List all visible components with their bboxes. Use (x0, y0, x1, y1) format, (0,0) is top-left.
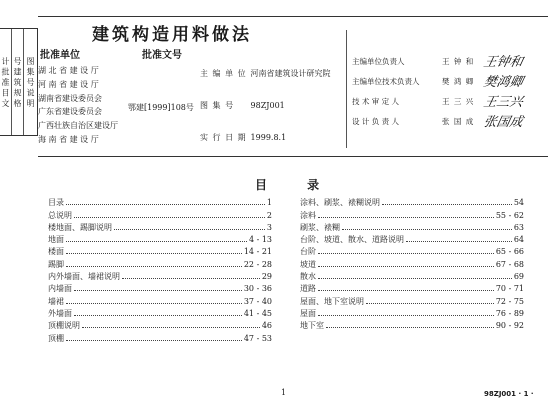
toc-entry-title: 踢脚 (48, 259, 64, 269)
toc-leader-dots (318, 217, 494, 218)
toc-entry[interactable] (48, 221, 272, 233)
toc-entry-page: 37 - 40 (243, 296, 272, 306)
toc-entry-page: 1 (266, 198, 272, 208)
toc-entry-title: 屋面 (300, 308, 316, 318)
toc-entry[interactable] (300, 319, 524, 331)
toc-entry-title: 目录 (48, 198, 64, 208)
approval-unit: 广东省建设委员会 (38, 107, 102, 117)
toc-entry-page: 72 - 75 (495, 296, 524, 306)
approval-unit: 河 南 省 建 设 厅 (38, 79, 99, 89)
toc-entry-title: 散水 (300, 272, 316, 282)
toc-entry[interactable] (300, 257, 524, 269)
toc-heading: 目 录 (255, 178, 338, 192)
signature: 王三兴 (481, 95, 525, 110)
effective-date-label: 实 行 日 期 (200, 133, 247, 142)
side-strip-col: 图 集 号 说 明 (26, 56, 35, 108)
person-row (352, 94, 552, 110)
toc-entry-page: 46 (261, 321, 272, 331)
toc-entry[interactable] (300, 221, 524, 233)
person-role: 主编单位技术负责人 (352, 77, 420, 86)
atlas-number-row (200, 100, 285, 111)
person-role: 技 术 审 定 人 (352, 97, 400, 106)
toc-entry-title: 台阶 (300, 247, 316, 257)
toc-entry-title: 涂料 (300, 210, 316, 220)
compiler-row (200, 68, 331, 79)
toc-leader-dots (318, 278, 512, 279)
approval-doc-number: 鄂建[1999]108号 (128, 103, 194, 112)
toc-entry-page: 41 - 45 (243, 308, 272, 318)
person-role: 主编单位负责人 (352, 57, 405, 66)
toc-leader-dots (342, 229, 512, 230)
toc-entry-page: 4 - 13 (248, 235, 272, 245)
toc-entry-title: 地下室 (300, 321, 324, 331)
toc-entry-page: 76 - 89 (495, 308, 524, 318)
approval-units-list (38, 64, 126, 147)
toc-entry[interactable] (48, 257, 272, 269)
compiler-value: 河南省建筑设计研究院 (250, 69, 331, 78)
person-name: 王 三 兴 (442, 97, 475, 106)
toc-entry-title: 总说明 (48, 210, 72, 220)
toc-entry-page: 64 (513, 235, 524, 245)
toc-entry-page: 2 (266, 210, 272, 220)
toc-entry-title: 坡道 (300, 259, 316, 269)
toc-entry-page: 55 - 62 (495, 210, 524, 220)
person-role: 设 计 负 责 人 (352, 117, 400, 126)
toc-entry-title: 台阶、坡道、散水、道路说明 (300, 235, 404, 245)
atlas-number-label: 图 集 号 (200, 101, 235, 110)
toc-leader-dots (66, 266, 242, 267)
toc-entry[interactable] (48, 196, 272, 208)
side-strip-col: 号 建 筑 规 格 (12, 29, 24, 135)
toc-entry-title: 内外墙面、墙裙说明 (48, 272, 120, 282)
atlas-title: 建筑构造用料做法 (92, 25, 252, 45)
approval-unit: 湖南省建设委员会 (38, 93, 102, 103)
header-divider (38, 156, 548, 157)
toc-entry-title: 墙裙 (48, 296, 64, 306)
toc-leader-dots (406, 241, 512, 242)
toc-entry-page: 3 (266, 222, 272, 232)
toc-entry[interactable] (300, 270, 524, 282)
toc-leader-dots (74, 217, 265, 218)
toc-entry-title: 顶棚说明 (48, 321, 80, 331)
toc-leader-dots (318, 253, 494, 254)
toc-entry-title: 屋面、地下室说明 (300, 296, 364, 306)
toc-leader-dots (122, 278, 260, 279)
toc-entry-page: 90 - 92 (495, 321, 524, 331)
toc-entry-title: 外墙面 (48, 308, 72, 318)
toc-leader-dots (318, 290, 494, 291)
responsible-people (352, 54, 552, 130)
toc-entry-page: 14 - 21 (243, 247, 272, 257)
toc-leader-dots (82, 327, 260, 328)
approval-unit: 海 南 省 建 设 厅 (38, 134, 99, 144)
page-number: 1 (281, 388, 287, 397)
toc-entry[interactable] (48, 319, 272, 331)
toc-leader-dots (66, 303, 242, 304)
toc-entry-title: 楼地面、踢脚说明 (48, 222, 112, 232)
toc-entry-page: 54 (513, 198, 524, 208)
toc-leader-dots (66, 340, 242, 341)
approval-unit: 广西壮族自治区建设厅 (38, 121, 118, 131)
toc-entry[interactable] (300, 294, 524, 306)
compiler-label: 主 编 单 位 (200, 69, 247, 78)
side-strip (0, 28, 38, 136)
toc-entry-title: 刷浆、裱糊 (300, 222, 340, 232)
toc-entry[interactable] (300, 196, 524, 208)
toc-right-column (300, 196, 524, 331)
toc-leader-dots (74, 315, 242, 316)
toc-leader-dots (66, 253, 242, 254)
signature: 张国成 (481, 115, 525, 130)
toc-leader-dots (318, 266, 494, 267)
approval-doc-label: 批准文号 (142, 50, 182, 61)
toc-leader-dots (66, 241, 247, 242)
toc-entry[interactable] (300, 245, 524, 257)
person-name: 王 钟 和 (442, 57, 475, 66)
toc-entry-title: 道路 (300, 284, 316, 294)
toc-entry-title: 顶棚 (48, 333, 64, 343)
approval-unit: 湖 北 省 建 设 厅 (38, 66, 99, 75)
toc-entry-page: 69 (513, 272, 524, 282)
person-row (352, 54, 552, 70)
toc-entry[interactable] (48, 233, 272, 245)
toc-entry-page: 29 (261, 272, 272, 282)
toc-leader-dots (66, 204, 265, 205)
toc-entry-page: 70 - 71 (495, 284, 524, 294)
toc-entry[interactable] (48, 307, 272, 319)
approval-unit-label: 批准单位 (40, 50, 80, 61)
toc-entry[interactable] (300, 282, 524, 294)
atlas-number-value: 98ZJ001 (250, 101, 285, 110)
toc-entry-page: 47 - 53 (243, 333, 272, 343)
effective-date-value: 1999.8.1 (250, 133, 287, 142)
toc-left-column (48, 196, 272, 344)
toc-entry-title: 涂料、刷浆、裱糊说明 (300, 198, 380, 208)
toc-entry-page: 22 - 28 (243, 259, 272, 269)
toc-entry[interactable] (300, 307, 524, 319)
atlas-code-footer: 98ZJ001 · 1 · (484, 390, 534, 398)
person-name: 樊 鸿 卿 (442, 77, 475, 86)
person-row (352, 74, 552, 90)
toc-entry-page: 63 (513, 222, 524, 232)
toc-entry[interactable] (300, 233, 524, 245)
effective-date-row (200, 132, 286, 143)
toc-entry[interactable] (48, 331, 272, 343)
toc-leader-dots (318, 315, 494, 316)
toc-entry-title: 内墙面 (48, 284, 72, 294)
toc-entry-page: 65 - 66 (495, 247, 524, 257)
toc-entry[interactable] (48, 245, 272, 257)
toc-entry[interactable] (48, 208, 272, 220)
header-vertical-divider (346, 30, 347, 148)
toc-entry[interactable] (48, 270, 272, 282)
toc-leader-dots (382, 204, 512, 205)
signature: 王钟和 (481, 55, 525, 70)
toc-entry[interactable] (300, 208, 524, 220)
toc-entry-title: 楼面 (48, 247, 64, 257)
toc-entry-page: 30 - 36 (243, 284, 272, 294)
toc-entry-page: 67 - 68 (495, 259, 524, 269)
side-strip-col: 计 批 准 目 文 (0, 29, 12, 135)
toc-entry[interactable] (48, 282, 272, 294)
person-row (352, 114, 552, 130)
toc-entry[interactable] (48, 294, 272, 306)
person-name: 张 国 成 (442, 117, 475, 126)
signature: 樊鸿卿 (481, 75, 525, 90)
toc-leader-dots (326, 327, 494, 328)
toc-leader-dots (366, 303, 494, 304)
toc-leader-dots (74, 290, 242, 291)
toc-entry-title: 地面 (48, 235, 64, 245)
toc-leader-dots (114, 229, 265, 230)
